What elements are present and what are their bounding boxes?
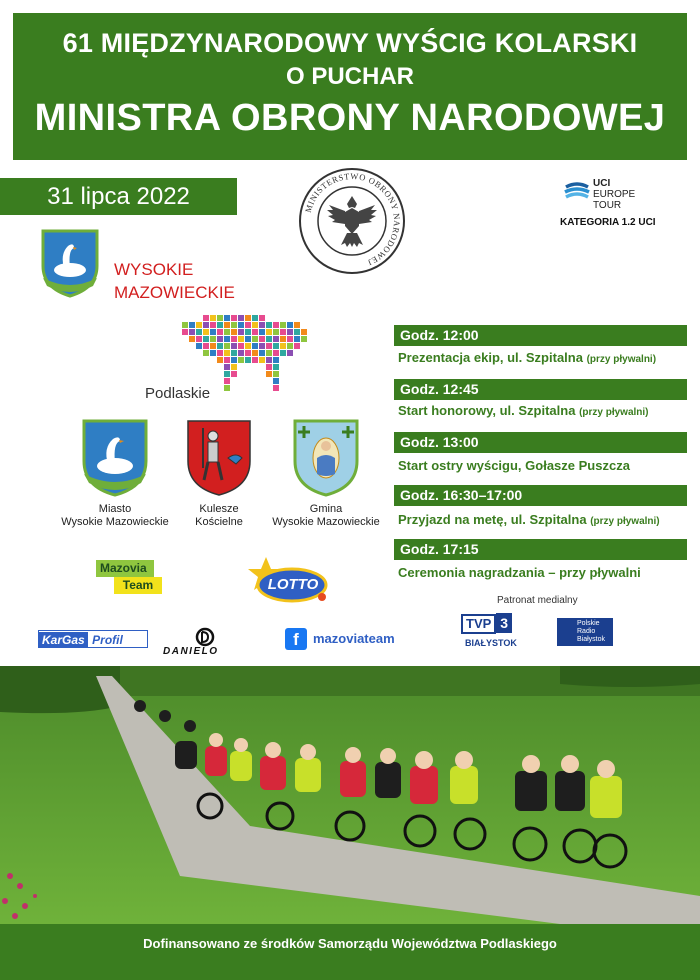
schedule-desc-text: Start honorowy, ul. Szpitalna — [398, 403, 576, 418]
schedule-time-3: Godz. 13:00 — [394, 432, 687, 453]
miasto-coat-icon — [81, 418, 149, 498]
coat-label-line: Wysokie Mazowieckie — [272, 516, 380, 528]
schedule-desc-text: Przyjazd na metę, ul. Szpitalna — [398, 512, 587, 527]
schedule-desc-text: Start ostry wyścigu, Gołasze Puszcza — [398, 458, 630, 473]
radio-line: Białystok — [577, 636, 606, 643]
coat-label-line: Kulesze — [199, 503, 239, 515]
lotto-logo — [248, 557, 330, 607]
schedule-desc-text: Ceremonia nagradzania – przy pływalni — [398, 565, 641, 580]
schedule-note: (przy pływalni) — [579, 407, 649, 418]
schedule-time-4: Godz. 16:30–17:00 — [394, 485, 687, 506]
tvp3-logo — [461, 613, 519, 635]
schedule-desc-text: Prezentacja ekip, ul. Szpitalna — [398, 350, 583, 365]
schedule-desc-5 — [398, 565, 641, 580]
gmina-coat-icon — [292, 418, 360, 498]
wysokie-mazowieckie-label — [114, 258, 235, 304]
danielo-mark-icon — [195, 627, 215, 647]
uci-line: EUROPE — [593, 189, 636, 200]
uci-europe-tour-logo — [593, 178, 635, 211]
kulesze-coat-icon — [185, 418, 253, 498]
polskie-radio-logo — [557, 618, 613, 646]
ministry-emblem — [297, 166, 407, 276]
schedule-note: (przy pływalni) — [590, 516, 660, 527]
schedule-desc-2 — [398, 403, 649, 418]
patronat-label: Patronat medialny — [497, 595, 578, 606]
uci-line: UCI — [593, 178, 611, 189]
lotto-text: LOTTO — [267, 576, 319, 593]
miasto-label — [55, 503, 175, 529]
tvp-number: 3 — [496, 613, 512, 633]
peloton-photo — [0, 666, 700, 924]
facebook-icon: f — [285, 628, 307, 650]
gmina-label — [260, 503, 392, 529]
emblem-ring-text: MINISTERSTWO OBRONY NARODOWEJ — [302, 170, 403, 268]
title-line-3: MINISTRA OBRONY NARODOWEJ — [34, 97, 666, 139]
title-banner — [13, 13, 687, 160]
uci-globe-icon — [563, 177, 591, 205]
schedule-time-1: Godz. 12:00 — [394, 325, 687, 346]
facebook-handle: mazoviateam — [313, 631, 395, 646]
uci-category: KATEGORIA 1.2 UCI — [560, 217, 656, 228]
coat-label-line: Miasto — [98, 503, 132, 515]
title-line-2: O PUCHAR — [285, 63, 414, 90]
wysokie-mazowieckie-coat-icon — [40, 228, 100, 298]
schedule-desc-3 — [398, 458, 630, 473]
kargas-text: KarGas — [39, 632, 88, 648]
wm-line-1: WYSOKIE — [114, 260, 194, 279]
coat-label-line: Gmina — [309, 503, 343, 515]
schedule-note: (przy pływalni) — [586, 354, 657, 365]
schedule-time-5: Godz. 17:15 — [394, 539, 687, 560]
uci-line: TOUR — [593, 200, 622, 211]
kargas-profil-logo — [38, 630, 148, 648]
title-line-1: 61 MIĘDZYNARODOWY WYŚCIG KOLARSKI — [62, 28, 638, 58]
mazovia-team-logo — [96, 556, 162, 596]
tvp-city: BIAŁYSTOK — [465, 638, 517, 648]
schedule-desc-4 — [398, 512, 660, 527]
radio-line: Polskie — [577, 620, 600, 627]
coat-label-line: Kościelne — [195, 516, 243, 528]
wm-line-2: MAZOWIECKIE — [114, 283, 235, 302]
team-text: Team — [114, 577, 162, 594]
tvp-text: TVP — [461, 614, 496, 634]
coat-label-line: Wysokie Mazowieckie — [61, 516, 169, 528]
radio-line: Radio — [577, 628, 596, 635]
podlaskie-label: Podlaskie — [145, 385, 211, 402]
schedule-desc-1 — [398, 350, 656, 365]
danielo-text: DANIELO — [163, 646, 219, 657]
event-date: 31 lipca 2022 — [0, 178, 237, 215]
mazovia-text: Mazovia — [96, 560, 154, 577]
schedule-time-2: Godz. 12:45 — [394, 379, 687, 400]
footer-funding-note: Dofinansowano ze środków Samorządu Województwa Podlaskiego — [0, 924, 700, 980]
profil-text: Profil — [92, 633, 123, 647]
